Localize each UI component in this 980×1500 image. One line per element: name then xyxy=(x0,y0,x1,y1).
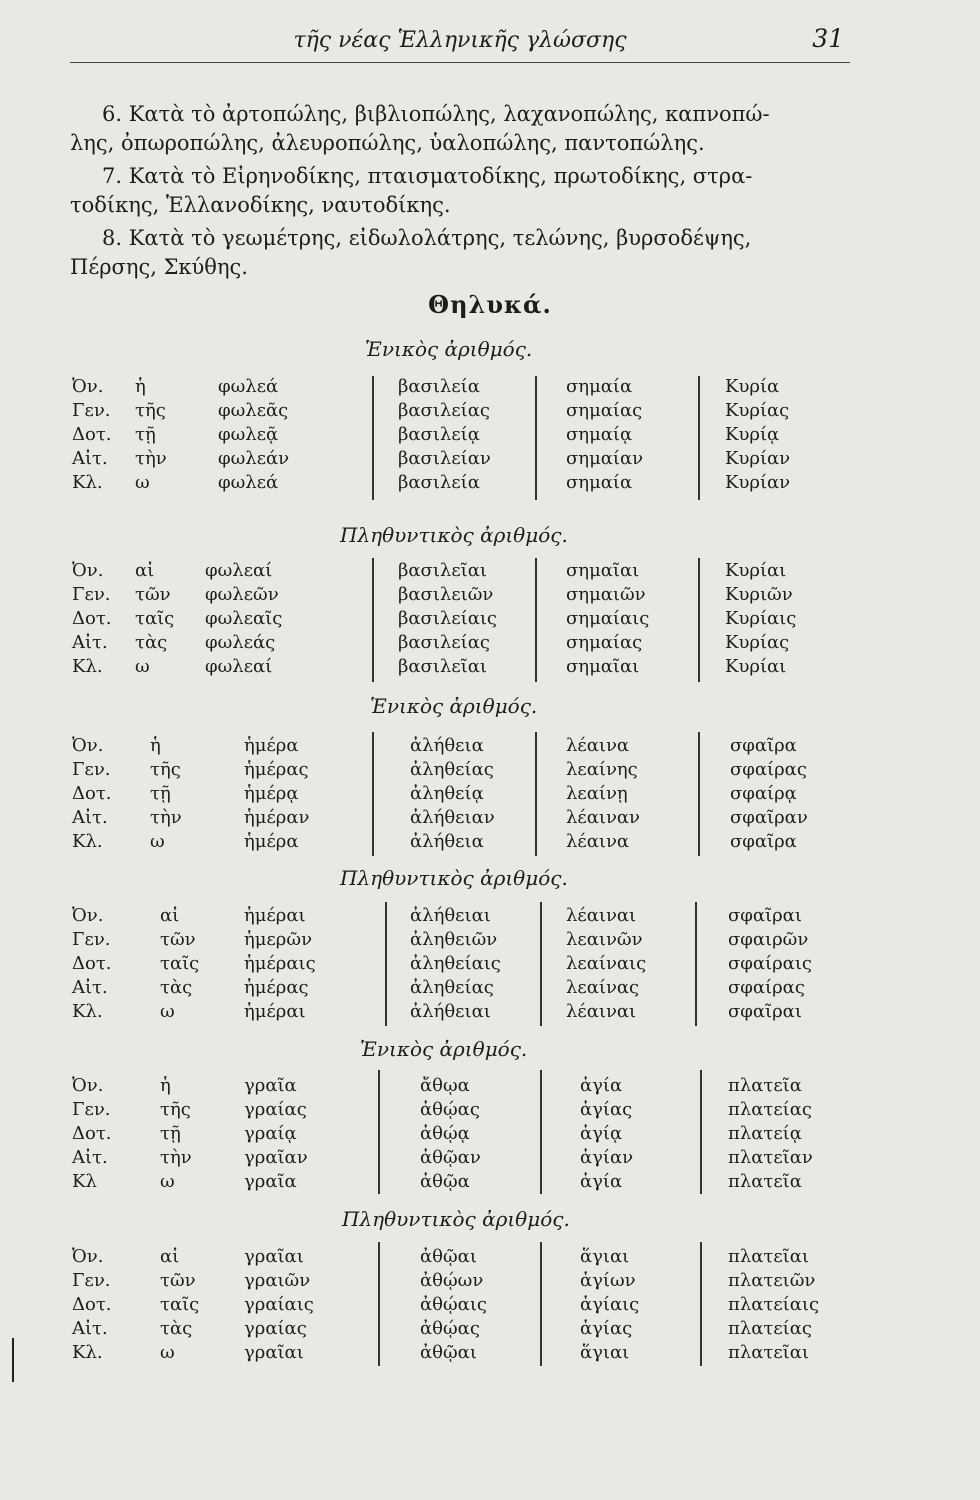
article: ἡ xyxy=(135,376,146,397)
noun-form: πλατείᾳ xyxy=(728,1123,802,1144)
noun-form: σημαῖαι xyxy=(566,656,640,677)
case-label: Δοτ. xyxy=(72,608,112,629)
article: τὰς xyxy=(160,1318,193,1339)
case-label: Κλ. xyxy=(72,831,103,852)
noun-form: Κυρία xyxy=(725,376,780,397)
paragraph-8 xyxy=(70,224,845,282)
paragraph-number: 8. xyxy=(102,226,123,250)
table-row xyxy=(0,807,980,833)
noun-form: ἀθῴας xyxy=(420,1318,480,1339)
case-label: Κλ. xyxy=(72,656,103,677)
noun-form: φωλεᾷ xyxy=(218,424,279,445)
noun-form: πλατεῖα xyxy=(728,1075,802,1096)
paragraph-line: Πέρσης, Σκύθης. xyxy=(70,255,248,279)
table-title: Ἑνικὸς ἀριθμός. xyxy=(365,337,533,361)
article: ω xyxy=(150,831,165,852)
noun-form: βασιλείας xyxy=(398,632,490,653)
table-row xyxy=(0,953,980,979)
noun-form: σημαία xyxy=(566,472,633,493)
noun-form: πλατεῖα xyxy=(728,1171,802,1192)
noun-form: φωλεῶν xyxy=(205,584,279,605)
noun-form: λέαιναι xyxy=(566,1001,637,1022)
noun-form: Κυρίαν xyxy=(725,448,791,469)
running-title: τῆς νέας Ἑλληνικῆς γλώσσης xyxy=(293,28,627,53)
noun-form: ἡμέραι xyxy=(244,1001,306,1022)
table-row xyxy=(0,759,980,785)
noun-form: πλατείαις xyxy=(728,1294,820,1315)
article: τῶν xyxy=(160,929,196,950)
table-row xyxy=(0,472,980,498)
noun-form: σημαίας xyxy=(566,400,643,421)
noun-form: ἡμέρα xyxy=(244,831,299,852)
table-row xyxy=(0,424,980,450)
paragraph-line: τοδίκης, Ἑλλανοδίκης, ναυτοδίκης. xyxy=(70,193,451,217)
noun-form: ἁγίᾳ xyxy=(580,1123,623,1144)
noun-form: Κυριῶν xyxy=(725,584,793,605)
paragraph-7 xyxy=(70,162,845,220)
article: τῶν xyxy=(160,1270,196,1291)
noun-form: σφαίρᾳ xyxy=(730,783,797,804)
case-label: Κλ xyxy=(72,1171,97,1192)
noun-form: Κυρίᾳ xyxy=(725,424,780,445)
noun-form: Κυρίας xyxy=(725,632,790,653)
article: ω xyxy=(160,1342,175,1363)
noun-form: γραῖαι xyxy=(244,1342,304,1363)
paragraph-line: Κατὰ τὸ Εἰρηνοδίκης, πταισματοδίκης, πρωτοδίκης, στρα- xyxy=(128,164,753,188)
noun-form: γραίαις xyxy=(244,1294,314,1315)
section-heading: Θηλυκά. xyxy=(428,290,552,319)
noun-form: Κυρίαις xyxy=(725,608,797,629)
case-label: Ὀν. xyxy=(72,735,104,756)
noun-form: πλατεῖαν xyxy=(728,1147,813,1168)
table-row xyxy=(0,632,980,658)
noun-form: γραῖαι xyxy=(244,1246,304,1267)
noun-form: ἁγίας xyxy=(580,1099,633,1120)
article: τῇ xyxy=(150,783,171,804)
table-title: Πληθυντικὸς ἀριθμός. xyxy=(342,1207,570,1231)
noun-form: ἀληθείας xyxy=(410,759,494,780)
case-label: Γεν. xyxy=(72,400,111,421)
noun-form: ἀλήθεια xyxy=(410,735,484,756)
case-label: Γεν. xyxy=(72,759,111,780)
case-label: Αἰτ. xyxy=(72,448,108,469)
noun-form: ἡμέραις xyxy=(244,953,316,974)
table-title: Ἑνικὸς ἀριθμός. xyxy=(360,1037,528,1061)
case-label: Ὀν. xyxy=(72,1246,104,1267)
noun-form: ἀλήθεια xyxy=(410,831,484,852)
table-row xyxy=(0,448,980,474)
noun-form: ἀληθείαις xyxy=(410,953,501,974)
case-label: Κλ. xyxy=(72,1342,103,1363)
noun-form: πλατείας xyxy=(728,1318,812,1339)
table-row xyxy=(0,376,980,402)
noun-form: ἀληθείᾳ xyxy=(410,783,484,804)
noun-form: λέαιναν xyxy=(566,807,640,828)
noun-form: σφαίρας xyxy=(728,977,805,998)
paragraph-number: 6. xyxy=(102,102,123,126)
noun-form: γραίας xyxy=(244,1099,307,1120)
noun-form: ἀθῷαν xyxy=(420,1147,481,1168)
noun-form: ἀθῴαις xyxy=(420,1294,487,1315)
noun-form: σημαία xyxy=(566,376,633,397)
table-row xyxy=(0,584,980,610)
noun-form: ἡμέραν xyxy=(244,807,310,828)
noun-form: ἡμέραι xyxy=(244,905,306,926)
noun-form: Κυρίαι xyxy=(725,560,787,581)
noun-form: λέαιναι xyxy=(566,905,637,926)
case-label: Δοτ. xyxy=(72,953,112,974)
noun-form: φωλεᾶς xyxy=(218,400,289,421)
paragraph-number: 7. xyxy=(102,164,123,188)
article: τὴν xyxy=(135,448,167,469)
noun-form: λέαινα xyxy=(566,831,630,852)
noun-form: ἀλήθειαν xyxy=(410,807,495,828)
noun-form: βασιλεῖαι xyxy=(398,656,487,677)
noun-form: ἀθῷαι xyxy=(420,1246,477,1267)
noun-form: ἀλήθειαι xyxy=(410,905,491,926)
noun-form: σφαῖρα xyxy=(730,831,797,852)
noun-form: φωλεά xyxy=(218,376,279,397)
noun-form: σημαίαις xyxy=(566,608,650,629)
noun-form: Κυρίαι xyxy=(725,656,787,677)
noun-form: φωλεαί xyxy=(205,560,273,581)
article: τῇ xyxy=(160,1123,181,1144)
table-row xyxy=(0,1270,980,1296)
table-row xyxy=(0,1001,980,1027)
table-title: Πληθυντικὸς ἀριθμός. xyxy=(340,523,568,547)
noun-form: βασιλείας xyxy=(398,400,490,421)
noun-form: ἁγία xyxy=(580,1171,623,1192)
table-title: Ἑνικὸς ἀριθμός. xyxy=(370,694,538,718)
margin-mark xyxy=(12,1338,14,1382)
noun-form: σφαῖραι xyxy=(728,1001,802,1022)
case-label: Αἰτ. xyxy=(72,807,108,828)
case-label: Αἰτ. xyxy=(72,977,108,998)
table-row xyxy=(0,1147,980,1173)
table-title: Πληθυντικὸς ἀριθμός. xyxy=(340,866,568,890)
case-label: Ὀν. xyxy=(72,1075,104,1096)
article: ω xyxy=(135,656,150,677)
noun-form: λεαίνης xyxy=(566,759,638,780)
noun-form: λεαινῶν xyxy=(566,929,643,950)
noun-form: γραίᾳ xyxy=(244,1123,297,1144)
case-label: Γεν. xyxy=(72,584,111,605)
case-label: Γεν. xyxy=(72,929,111,950)
noun-form: ἀθῷαι xyxy=(420,1342,477,1363)
case-label: Ὀν. xyxy=(72,560,104,581)
case-label: Αἰτ. xyxy=(72,1318,108,1339)
noun-form: ἁγίαις xyxy=(580,1294,640,1315)
article: τῆς xyxy=(160,1099,191,1120)
case-label: Δοτ. xyxy=(72,1123,112,1144)
noun-form: γραῖα xyxy=(244,1075,297,1096)
case-label: Γεν. xyxy=(72,1099,111,1120)
noun-form: πλατεῖαι xyxy=(728,1342,809,1363)
noun-form: σφαῖρα xyxy=(730,735,797,756)
article: τὴν xyxy=(160,1147,192,1168)
case-label: Κλ. xyxy=(72,1001,103,1022)
table-row xyxy=(0,1123,980,1149)
article: τῇ xyxy=(135,424,156,445)
noun-form: σφαίρας xyxy=(730,759,807,780)
paragraph-line: λης, ὀπωροπώλης, ἀλευροπώλης, ὑαλοπώλης, παντοπώλης. xyxy=(70,131,705,155)
table-row xyxy=(0,929,980,955)
article: ω xyxy=(160,1001,175,1022)
table-row xyxy=(0,1099,980,1125)
table-row xyxy=(0,1171,980,1197)
noun-form: ἀθῴας xyxy=(420,1099,480,1120)
article: ταῖς xyxy=(160,1294,200,1315)
noun-form: ἁγία xyxy=(580,1075,623,1096)
noun-form: βασιλείαις xyxy=(398,608,497,629)
case-label: Γεν. xyxy=(72,1270,111,1291)
noun-form: γραῖαν xyxy=(244,1147,308,1168)
article: τὴν xyxy=(150,807,182,828)
noun-form: ἁγίαν xyxy=(580,1147,634,1168)
noun-form: ἀληθείας xyxy=(410,977,494,998)
case-label: Ὀν. xyxy=(72,376,104,397)
article: ταῖς xyxy=(160,953,200,974)
noun-form: σημαῖαι xyxy=(566,560,640,581)
noun-form: ἅγιαι xyxy=(580,1342,630,1363)
table-row xyxy=(0,831,980,857)
noun-form: βασιλειῶν xyxy=(398,584,494,605)
table-row xyxy=(0,1246,980,1272)
noun-form: σφαῖραν xyxy=(730,807,808,828)
noun-form: λεαίνῃ xyxy=(566,783,628,804)
noun-form: βασιλείαν xyxy=(398,448,491,469)
noun-form: γραῖα xyxy=(244,1171,297,1192)
article: αἱ xyxy=(135,560,155,581)
paragraph-line: Κατὰ τὸ ἀρτοπώλης, βιβλιοπώλης, λαχανοπώλης, καπνοπώ- xyxy=(128,102,770,126)
article: ἡ xyxy=(150,735,161,756)
noun-form: ἄθῳα xyxy=(420,1075,470,1096)
table-row xyxy=(0,560,980,586)
noun-form: φωλεάν xyxy=(218,448,290,469)
article: τὰς xyxy=(160,977,193,998)
article: τὰς xyxy=(135,632,168,653)
noun-form: πλατειῶν xyxy=(728,1270,816,1291)
running-header xyxy=(70,22,850,63)
noun-form: σφαῖραι xyxy=(728,905,802,926)
table-row xyxy=(0,977,980,1003)
case-label: Δοτ. xyxy=(72,424,112,445)
noun-form: σημαίας xyxy=(566,632,643,653)
article: τῶν xyxy=(135,584,171,605)
case-label: Δοτ. xyxy=(72,783,112,804)
noun-form: ἡμέρας xyxy=(244,759,309,780)
noun-form: ἡμερῶν xyxy=(244,929,313,950)
noun-form: ἀληθειῶν xyxy=(410,929,498,950)
article: ω xyxy=(135,472,150,493)
case-label: Δοτ. xyxy=(72,1294,112,1315)
table-row xyxy=(0,905,980,931)
noun-form: ἡμέρᾳ xyxy=(244,783,299,804)
noun-form: φωλεαῖς xyxy=(205,608,283,629)
article: ἡ xyxy=(160,1075,171,1096)
page-number: 31 xyxy=(812,24,844,53)
noun-form: φωλεαί xyxy=(205,656,273,677)
noun-form: ἅγιαι xyxy=(580,1246,630,1267)
case-label: Αἰτ. xyxy=(72,1147,108,1168)
noun-form: βασιλεία xyxy=(398,472,480,493)
noun-form: γραιῶν xyxy=(244,1270,311,1291)
case-label: Κλ. xyxy=(72,472,103,493)
noun-form: ἀλήθειαι xyxy=(410,1001,491,1022)
table-row xyxy=(0,1318,980,1344)
noun-form: βασιλείᾳ xyxy=(398,424,480,445)
noun-form: λεαίναις xyxy=(566,953,647,974)
noun-form: λεαίνας xyxy=(566,977,640,998)
noun-form: σφαίραις xyxy=(728,953,812,974)
noun-form: σημαίᾳ xyxy=(566,424,633,445)
table-row xyxy=(0,656,980,682)
table-row xyxy=(0,1075,980,1101)
noun-form: ἀθῴᾳ xyxy=(420,1123,470,1144)
article: τῆς xyxy=(150,759,181,780)
noun-form: Κυρίαν xyxy=(725,472,791,493)
noun-form: σημαιῶν xyxy=(566,584,646,605)
noun-form: γραίας xyxy=(244,1318,307,1339)
article: ω xyxy=(160,1171,175,1192)
noun-form: ἁγίας xyxy=(580,1318,633,1339)
article: ταῖς xyxy=(135,608,175,629)
noun-form: ἁγίων xyxy=(580,1270,636,1291)
noun-form: σφαιρῶν xyxy=(728,929,809,950)
table-row xyxy=(0,608,980,634)
paragraph-6 xyxy=(70,100,845,158)
table-row xyxy=(0,1294,980,1320)
noun-form: φωλεάς xyxy=(205,632,276,653)
noun-form: φωλεά xyxy=(218,472,279,493)
table-row xyxy=(0,400,980,426)
table-row xyxy=(0,783,980,809)
article: αἱ xyxy=(160,1246,180,1267)
table-row xyxy=(0,1342,980,1368)
noun-form: Κυρίας xyxy=(725,400,790,421)
case-label: Αἰτ. xyxy=(72,632,108,653)
table-row xyxy=(0,735,980,761)
noun-form: πλατείας xyxy=(728,1099,812,1120)
noun-form: ἡμέρα xyxy=(244,735,299,756)
noun-form: ἡμέρας xyxy=(244,977,309,998)
noun-form: πλατεῖαι xyxy=(728,1246,809,1267)
noun-form: βασιλεία xyxy=(398,376,480,397)
noun-form: σημαίαν xyxy=(566,448,644,469)
noun-form: λέαινα xyxy=(566,735,630,756)
noun-form: ἀθῴων xyxy=(420,1270,484,1291)
noun-form: ἀθῷα xyxy=(420,1171,470,1192)
case-label: Ὀν. xyxy=(72,905,104,926)
noun-form: βασιλεῖαι xyxy=(398,560,487,581)
paragraph-line: Κατὰ τὸ γεωμέτρης, εἰδωλολάτρης, τελώνης, βυρσοδέψης, xyxy=(128,226,752,250)
article: αἱ xyxy=(160,905,180,926)
article: τῆς xyxy=(135,400,166,421)
